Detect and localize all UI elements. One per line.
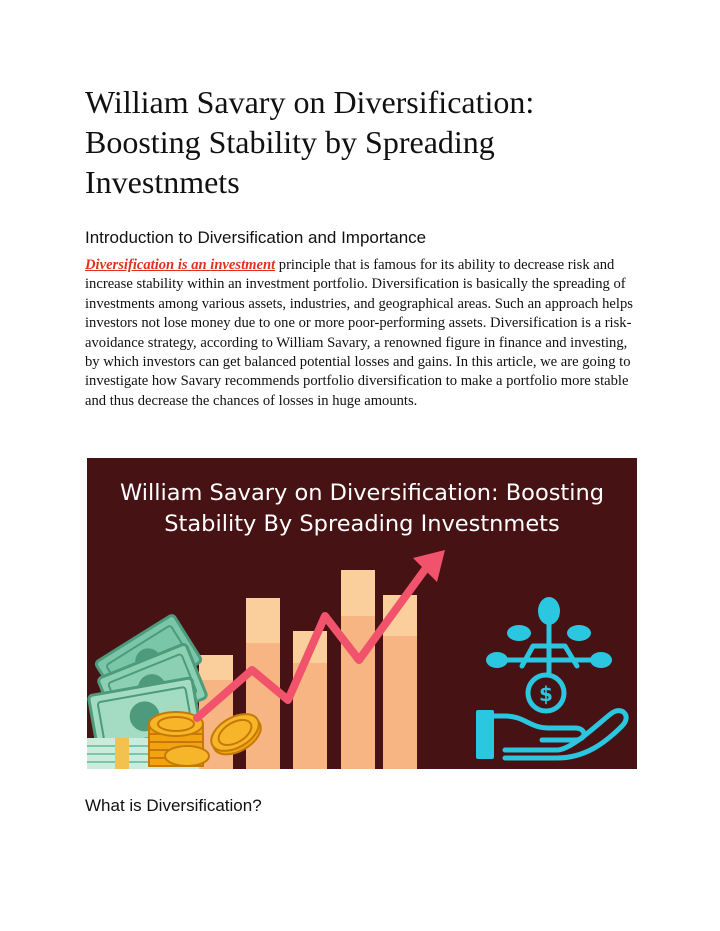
page-title: William Savary on Diversification: Boosting Stability by Spreading Investnmets <box>85 84 535 200</box>
hero-image <box>87 458 637 769</box>
hero-illustration <box>87 458 637 769</box>
section-heading-introduction: Introduction to Diversification and Importance <box>85 228 427 247</box>
growth-hand-icon <box>476 597 626 759</box>
diversification-link[interactable]: Diversification is an investment <box>85 257 276 273</box>
intro-paragraph <box>85 256 637 411</box>
intro-body-text: principle that is famous for its ability to decrease risk and increase stability within an investment portfolio. Diversification is basically the spreading of investments among various assets, industries, and geographical areas. Such an approach helps investors not lose money due to one or more poor-performing assets. Diversification is a risk-avoidance strategy, according to William Savary, a renowned figure in finance and investing, by which investors can get balanced potential losses and gains. In this article, we are going to investigate how Savary recommends portfolio diversification to make a portfolio more stable and thus decrease the chances of losses in huge amounts. <box>85 257 633 409</box>
dollar-coin-icon: $ <box>539 682 553 706</box>
hero-title-line-2: Stability By Spreading Investnmets <box>164 511 560 537</box>
hero-title-line-1: William Savary on Diversification: Boosting <box>119 480 605 506</box>
section-heading-what-is-diversification: What is Diversification? <box>85 796 262 815</box>
